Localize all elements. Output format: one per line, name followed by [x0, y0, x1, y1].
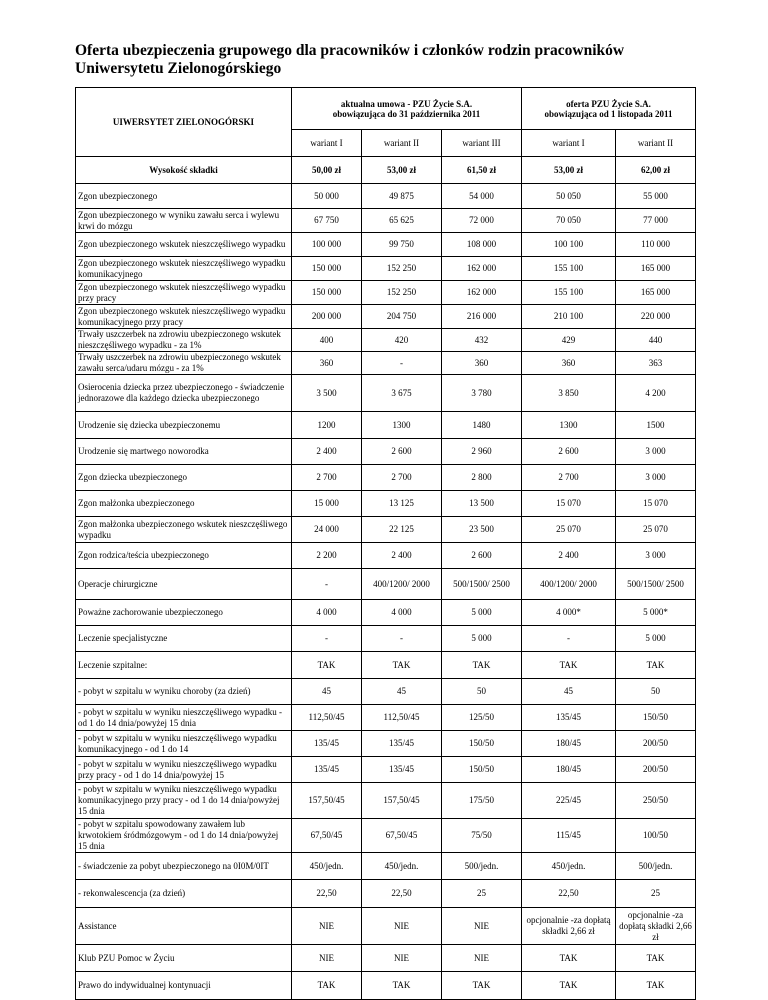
benefit-value: TAK [522, 945, 616, 972]
benefit-value: 3 000 [616, 543, 696, 569]
benefit-value: 25 070 [616, 517, 696, 543]
benefit-row [76, 184, 696, 209]
benefit-value: 2 600 [522, 439, 616, 465]
benefit-value: 440 [616, 329, 696, 352]
benefit-row [76, 853, 696, 880]
benefit-value: 500/jedn. [616, 853, 696, 880]
benefit-value: 450/jedn. [362, 853, 442, 880]
benefit-label: Trwały uszczerbek na zdrowiu ubezpieczonego wskutek nieszczęśliwego wypadku - za 1% [76, 329, 292, 352]
benefit-value: 432 [442, 329, 522, 352]
benefit-value: 157,50/45 [362, 783, 442, 819]
benefit-row [76, 209, 696, 233]
new-offer-line-2: obowiązująca od 1 listopada 2011 [544, 108, 673, 119]
benefit-value: 5 000* [616, 600, 696, 626]
offer-table [75, 87, 696, 1000]
benefit-value: 72 000 [442, 209, 522, 233]
benefit-row [76, 731, 696, 757]
benefit-value: 1500 [616, 412, 696, 439]
benefit-value: NIE [362, 908, 442, 945]
benefit-value: 200/50 [616, 757, 696, 783]
benefit-label: Zgon ubezpieczonego wskutek nieszczęśliwego wypadku komunikacyjnego [76, 257, 292, 281]
benefit-value: TAK [362, 652, 442, 679]
benefit-value: 400/1200/ 2000 [362, 569, 442, 600]
benefit-value: - [362, 352, 442, 375]
benefit-value: 204 750 [362, 305, 442, 329]
benefit-label: - świadczenie za pobyt ubezpieczonego na 0I0M/0IT [76, 853, 292, 880]
benefit-value: 3 500 [292, 375, 362, 412]
benefit-value: 500/1500/ 2500 [442, 569, 522, 600]
benefit-value: 2 400 [522, 543, 616, 569]
title-line-1: Oferta ubezpieczenia grupowego dla pracowników i członków rodzin pracowników [75, 42, 625, 59]
benefit-value: 150/50 [442, 757, 522, 783]
benefit-label: Urodzenie się dziecka ubezpieczonemu [76, 412, 292, 439]
benefit-value: 45 [522, 679, 616, 705]
current-contract-line-1: aktualna umowa - PZU Życie S.A. [340, 98, 473, 109]
benefit-value: 49 875 [362, 184, 442, 209]
benefit-row [76, 352, 696, 375]
benefit-value: 22,50 [292, 880, 362, 908]
benefit-value: 150 000 [292, 257, 362, 281]
current-contract-line-2: obowiązująca do 31 października 2011 [332, 108, 481, 119]
premium-value: 61,50 zł [442, 157, 522, 184]
benefit-value: 2 960 [442, 439, 522, 465]
benefit-row [76, 626, 696, 652]
benefit-value: 50 [442, 679, 522, 705]
benefit-label: - pobyt w szpitalu spowodowany zawałem lub krwotokiem śródmózgowym - od 1 do 14 dnia/powyżej 15 dnia [76, 819, 292, 853]
benefit-value: 135/45 [522, 705, 616, 731]
benefit-value: 112,50/45 [292, 705, 362, 731]
benefit-value: - [362, 626, 442, 652]
premium-label: Wysokość składki [76, 157, 292, 184]
benefit-value: 13 125 [362, 491, 442, 517]
benefit-row [76, 705, 696, 731]
benefit-row [76, 281, 696, 305]
benefit-value: 2 700 [362, 465, 442, 491]
benefit-row [76, 329, 696, 352]
benefit-value: 2 700 [292, 465, 362, 491]
benefit-value: 363 [616, 352, 696, 375]
benefit-value: 420 [362, 329, 442, 352]
benefit-value: 450/jedn. [522, 853, 616, 880]
variant-header: wariant I [522, 130, 616, 157]
benefit-value: 77 000 [616, 209, 696, 233]
benefit-row [76, 908, 696, 945]
benefit-value: 110 000 [616, 233, 696, 257]
benefit-label: Assistance [76, 908, 292, 945]
benefit-value: 360 [292, 352, 362, 375]
benefit-value: TAK [292, 972, 362, 1000]
benefit-value: 13 500 [442, 491, 522, 517]
benefit-value: 450/jedn. [292, 853, 362, 880]
benefit-value: 4 000* [522, 600, 616, 626]
benefit-value: 429 [522, 329, 616, 352]
benefit-value: 67,50/45 [362, 819, 442, 853]
benefit-value: TAK [442, 972, 522, 1000]
benefit-value: 75/50 [442, 819, 522, 853]
benefit-value: 108 000 [442, 233, 522, 257]
benefit-label: Zgon małżonka ubezpieczonego wskutek nieszczęśliwego wypadku [76, 517, 292, 543]
benefit-value: TAK [362, 972, 442, 1000]
benefit-value: 54 000 [442, 184, 522, 209]
benefit-label: Leczenie specjalistyczne [76, 626, 292, 652]
premium-value: 62,00 zł [616, 157, 696, 184]
benefit-row [76, 945, 696, 972]
benefit-label: - rekonwalescencja (za dzień) [76, 880, 292, 908]
benefit-value: 25 070 [522, 517, 616, 543]
premium-value: 50,00 zł [292, 157, 362, 184]
benefit-value: 500/1500/ 2500 [616, 569, 696, 600]
benefit-value: 45 [292, 679, 362, 705]
premium-value: 53,00 zł [522, 157, 616, 184]
benefit-value: 250/50 [616, 783, 696, 819]
benefit-value: 400 [292, 329, 362, 352]
variant-header: wariant III [442, 130, 522, 157]
benefit-value: TAK [292, 652, 362, 679]
benefit-value: 1300 [362, 412, 442, 439]
benefit-row [76, 439, 696, 465]
header-row-contracts [76, 88, 696, 130]
current-contract-header [292, 88, 522, 130]
benefit-value: 162 000 [442, 257, 522, 281]
benefit-value: 25 [616, 880, 696, 908]
benefit-value: - [292, 626, 362, 652]
benefit-value: 23 500 [442, 517, 522, 543]
benefit-value: TAK [616, 652, 696, 679]
benefit-label: Zgon ubezpieczonego w wyniku zawału serca i wylewu krwi do mózgu [76, 209, 292, 233]
benefit-value: 25 [442, 880, 522, 908]
new-offer-header [522, 88, 696, 130]
benefit-value: 2 800 [442, 465, 522, 491]
benefit-value: 100/50 [616, 819, 696, 853]
benefit-value: 150/50 [442, 731, 522, 757]
benefit-label: Trwały uszczerbek na zdrowiu ubezpieczonego wskutek zawału serca/udaru mózgu - za 1% [76, 352, 292, 375]
benefit-value: 150/50 [616, 705, 696, 731]
benefit-value: 100 000 [292, 233, 362, 257]
benefit-value: 70 050 [522, 209, 616, 233]
benefit-value: 15 070 [522, 491, 616, 517]
benefit-row [76, 679, 696, 705]
benefit-value: 162 000 [442, 281, 522, 305]
benefit-value: 135/45 [292, 731, 362, 757]
premium-row [76, 157, 696, 184]
benefit-value: 15 000 [292, 491, 362, 517]
benefit-label: - pobyt w szpitalu w wyniku choroby (za dzień) [76, 679, 292, 705]
benefit-value: 400/1200/ 2000 [522, 569, 616, 600]
benefit-row [76, 600, 696, 626]
benefit-row [76, 569, 696, 600]
benefit-value: 2 600 [442, 543, 522, 569]
benefit-label: - pobyt w szpitalu w wyniku nieszczęśliwego wypadku komunikacyjnego - od 1 do 14 [76, 731, 292, 757]
benefit-value: 1480 [442, 412, 522, 439]
benefit-value: 5 000 [442, 626, 522, 652]
benefit-value: 150 000 [292, 281, 362, 305]
benefit-value: 3 675 [362, 375, 442, 412]
benefit-value: NIE [362, 945, 442, 972]
benefit-row [76, 375, 696, 412]
premium-value: 53,00 zł [362, 157, 442, 184]
benefit-value: 22 125 [362, 517, 442, 543]
benefit-value: - [292, 569, 362, 600]
benefit-value: 165 000 [616, 257, 696, 281]
benefit-value: 360 [442, 352, 522, 375]
benefit-value: 200/50 [616, 731, 696, 757]
benefit-label: Zgon ubezpieczonego wskutek nieszczęśliwego wypadku komunikacyjnego przy pracy [76, 305, 292, 329]
benefit-value: 2 400 [362, 543, 442, 569]
benefit-label: Poważne zachorowanie ubezpieczonego [76, 600, 292, 626]
benefit-value: 55 000 [616, 184, 696, 209]
benefit-row [76, 783, 696, 819]
benefit-label: Zgon dziecka ubezpieczonego [76, 465, 292, 491]
benefit-value: 4 000 [362, 600, 442, 626]
benefit-value: 1300 [522, 412, 616, 439]
benefit-value: 175/50 [442, 783, 522, 819]
variant-header: wariant II [362, 130, 442, 157]
variant-header: wariant II [616, 130, 696, 157]
benefit-value: 2 700 [522, 465, 616, 491]
benefit-row [76, 517, 696, 543]
benefit-label: Zgon ubezpieczonego wskutek nieszczęśliwego wypadku [76, 233, 292, 257]
benefit-value: 22,50 [362, 880, 442, 908]
benefit-row [76, 257, 696, 281]
benefit-value: TAK [522, 972, 616, 1000]
benefit-value: 220 000 [616, 305, 696, 329]
benefit-value: 112,50/45 [362, 705, 442, 731]
benefit-row [76, 233, 696, 257]
benefit-value: 152 250 [362, 257, 442, 281]
benefit-value: 50 050 [522, 184, 616, 209]
benefit-value: 15 070 [616, 491, 696, 517]
benefit-value: 155 100 [522, 257, 616, 281]
benefit-value: 45 [362, 679, 442, 705]
variant-header: wariant I [292, 130, 362, 157]
benefit-label: Urodzenie się martwego noworodka [76, 439, 292, 465]
benefit-value: 2 600 [362, 439, 442, 465]
benefit-label: Operacje chirurgiczne [76, 569, 292, 600]
benefit-value: NIE [442, 945, 522, 972]
benefit-row [76, 305, 696, 329]
benefit-value: TAK [442, 652, 522, 679]
benefit-value: 180/45 [522, 757, 616, 783]
benefit-label: Zgon małżonka ubezpieczonego [76, 491, 292, 517]
benefit-value: 125/50 [442, 705, 522, 731]
benefit-value: 22,50 [522, 880, 616, 908]
benefit-value: 4 000 [292, 600, 362, 626]
benefit-label: Zgon ubezpieczonego wskutek nieszczęśliwego wypadku przy pracy [76, 281, 292, 305]
benefit-value: 165 000 [616, 281, 696, 305]
benefit-value: 65 625 [362, 209, 442, 233]
benefit-row [76, 972, 696, 1000]
benefit-row [76, 491, 696, 517]
benefit-value: TAK [616, 972, 696, 1000]
benefit-value: 210 100 [522, 305, 616, 329]
benefit-label: Prawo do indywidualnej kontynuacji [76, 972, 292, 1000]
benefit-label: - pobyt w szpitalu w wyniku nieszczęśliwego wypadku przy pracy - od 1 do 14 dnia/powyżej 15 [76, 757, 292, 783]
benefit-label: Klub PZU Pomoc w Życiu [76, 945, 292, 972]
benefit-value: 115/45 [522, 819, 616, 853]
benefit-value: opcjonalnie -za dopłatą składki 2,66 zł [616, 908, 696, 945]
benefit-value: 5 000 [442, 600, 522, 626]
benefit-label: - pobyt w szpitalu w wyniku nieszczęśliwego wypadku - od 1 do 14 dnia/powyżej 15 dnia [76, 705, 292, 731]
benefit-value: 200 000 [292, 305, 362, 329]
benefit-value: 2 200 [292, 543, 362, 569]
benefit-row [76, 757, 696, 783]
benefit-row [76, 412, 696, 439]
benefit-label: Osierocenia dziecka przez ubezpieczonego - świadczenie jednorazowe dla każdego dziecka ubezpieczonego [76, 375, 292, 412]
new-offer-line-1: oferta PZU Życie S.A. [566, 98, 651, 109]
benefit-value: NIE [292, 945, 362, 972]
benefit-value: 3 850 [522, 375, 616, 412]
benefit-value: 135/45 [292, 757, 362, 783]
benefit-label: Leczenie szpitalne: [76, 652, 292, 679]
benefit-value: 67,50/45 [292, 819, 362, 853]
benefit-value: 500/jedn. [442, 853, 522, 880]
benefit-row [76, 819, 696, 853]
benefit-value: 24 000 [292, 517, 362, 543]
benefit-value: 135/45 [362, 757, 442, 783]
benefit-value: 99 750 [362, 233, 442, 257]
benefit-value: 180/45 [522, 731, 616, 757]
benefit-value: 155 100 [522, 281, 616, 305]
benefit-row [76, 465, 696, 491]
benefit-value: 157,50/45 [292, 783, 362, 819]
benefit-value: TAK [522, 652, 616, 679]
benefit-value: 135/45 [362, 731, 442, 757]
benefit-value: NIE [442, 908, 522, 945]
benefit-value: 225/45 [522, 783, 616, 819]
benefit-value: NIE [292, 908, 362, 945]
benefit-value: 50 [616, 679, 696, 705]
benefit-value: 152 250 [362, 281, 442, 305]
benefit-row [76, 652, 696, 679]
benefit-label: Zgon ubezpieczonego [76, 184, 292, 209]
benefit-value: 50 000 [292, 184, 362, 209]
title-line-2: Uniwersytetu Zielonogórskiego [75, 60, 282, 77]
benefit-value: 3 000 [616, 439, 696, 465]
benefit-label: Zgon rodzica/teścia ubezpieczonego [76, 543, 292, 569]
benefit-value: 67 750 [292, 209, 362, 233]
benefit-value: - [522, 626, 616, 652]
benefit-value: 5 000 [616, 626, 696, 652]
benefit-value: 3 780 [442, 375, 522, 412]
benefit-value: 4 200 [616, 375, 696, 412]
benefit-value: opcjonalnie -za dopłatą składki 2,66 zł [522, 908, 616, 945]
document-title [75, 42, 715, 78]
benefit-value: TAK [616, 945, 696, 972]
benefit-label: - pobyt w szpitalu w wyniku nieszczęśliwego wypadku komunikacyjnego przy pracy - od 1 do 14 dnia/powyżej 15 dnia [76, 783, 292, 819]
benefit-value: 2 400 [292, 439, 362, 465]
benefit-row [76, 543, 696, 569]
benefit-row [76, 880, 696, 908]
benefit-value: 1200 [292, 412, 362, 439]
benefit-value: 360 [522, 352, 616, 375]
institution-header: UIWERSYTET ZIELONOGÓRSKI [76, 88, 292, 157]
benefit-value: 216 000 [442, 305, 522, 329]
benefit-value: 100 100 [522, 233, 616, 257]
benefit-value: 3 000 [616, 465, 696, 491]
